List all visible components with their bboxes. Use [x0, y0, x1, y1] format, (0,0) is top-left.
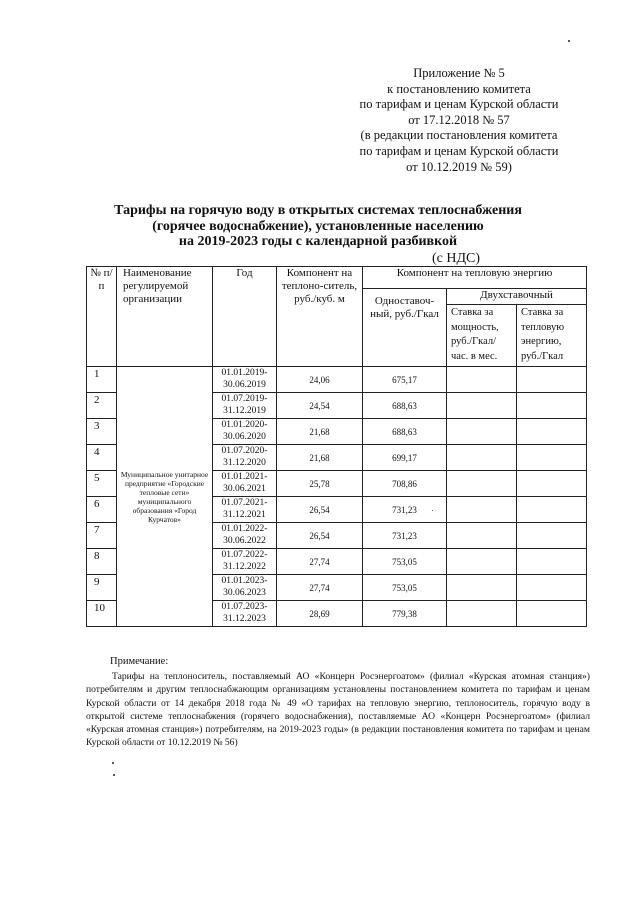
energy-value: 688,63 [363, 419, 447, 445]
energy-rate-value [517, 523, 587, 549]
table-row [87, 367, 587, 393]
capacity-rate-value [447, 601, 517, 627]
row-number: 7 [87, 523, 117, 549]
coolant-value: 25,78 [277, 471, 363, 497]
period-from: 01.07.2023- [221, 602, 268, 612]
energy-rate-value [517, 393, 587, 419]
scan-speck [112, 762, 114, 764]
row-number: 6 [87, 497, 117, 523]
appendix-line: по тарифам и ценам Курской области [359, 97, 559, 112]
period-to: 31.12.2023 [223, 613, 266, 624]
period-cell [213, 419, 277, 445]
header-year: Год [213, 267, 277, 367]
coolant-value: 24,54 [277, 393, 363, 419]
row-number: 2 [87, 393, 117, 419]
capacity-rate-value [447, 549, 517, 575]
row-number: 9 [87, 575, 117, 601]
period-from: 01.01.2023- [221, 576, 268, 586]
period-from: 01.07.2019- [221, 394, 268, 404]
energy-rate-value [517, 367, 587, 393]
header-energy-component: Компонент на тепловую энергию [363, 267, 587, 289]
title-line: (горячее водоснабжение), установленные населению [152, 218, 484, 234]
period-cell [213, 601, 277, 627]
row-number: 8 [87, 549, 117, 575]
period-from: 01.01.2019- [221, 368, 268, 378]
document-title [98, 203, 538, 250]
energy-value: 688,63 [363, 393, 447, 419]
appendix-line: Приложение № 5 [413, 66, 505, 80]
tariff-table [86, 266, 587, 627]
period-to: 30.06.2019 [223, 379, 266, 390]
period-cell [213, 471, 277, 497]
row-number: 10 [87, 601, 117, 627]
energy-value: 675,17 [363, 367, 447, 393]
capacity-rate-value [447, 367, 517, 393]
coolant-value: 21,68 [277, 419, 363, 445]
period-from: 01.07.2021- [221, 498, 268, 508]
capacity-rate-value [447, 419, 517, 445]
energy-value: 731,23 [363, 497, 447, 523]
period-to: 31.12.2021 [223, 509, 266, 520]
energy-value: 753,05 [363, 549, 447, 575]
title-line: на 2019-2023 годы с календарной разбивкой [178, 234, 458, 249]
coolant-value: 26,54 [277, 497, 363, 523]
scan-speck [113, 774, 115, 776]
period-to: 30.06.2023 [223, 587, 266, 598]
row-number: 4 [87, 445, 117, 471]
appendix-line: (в редакции постановления комитета [360, 128, 558, 143]
organization-name: Муниципальное унитарное предприятие «Городские тепловые сети» муниципального образования «Город Курчатов» [117, 367, 213, 627]
appendix-reference [340, 66, 578, 175]
header-energy-rate: Ставка за тепловую энергию, руб./Гкал [517, 305, 587, 367]
capacity-rate-value [447, 497, 517, 523]
energy-value: 779,38 [363, 601, 447, 627]
header-capacity-rate: Ставка за мощность, руб./Гкал/час. в мес. [447, 305, 517, 367]
period-from: 01.07.2022- [221, 550, 268, 560]
coolant-value: 27,74 [277, 549, 363, 575]
period-cell [213, 393, 277, 419]
row-number: 3 [87, 419, 117, 445]
energy-rate-value [517, 497, 587, 523]
note-heading: Примечание: [110, 656, 169, 667]
period-to: 31.12.2020 [223, 457, 266, 468]
header-coolant-component: Компонент на теплоно-ситель, руб./куб. м [277, 267, 363, 367]
capacity-rate-value [447, 575, 517, 601]
energy-value: 708,86 [363, 471, 447, 497]
energy-value: 753,05 [363, 575, 447, 601]
header-organization: Наименование регулируемой организации [117, 267, 213, 367]
energy-rate-value [517, 471, 587, 497]
capacity-rate-value [447, 471, 517, 497]
header-single-rate: Одноставоч-ный, руб./Гкал [363, 289, 447, 367]
period-cell [213, 367, 277, 393]
period-from: 01.01.2022- [221, 524, 268, 534]
energy-value: 731,23 [363, 523, 447, 549]
coolant-value: 28,69 [277, 601, 363, 627]
appendix-line: от 17.12.2018 № 57 [408, 112, 510, 127]
energy-rate-value [517, 419, 587, 445]
period-cell [213, 445, 277, 471]
period-to: 31.12.2022 [223, 561, 266, 572]
period-to: 31.12.2019 [223, 405, 266, 416]
appendix-line: по тарифам и ценам Курской области [359, 143, 559, 158]
header-two-rate: Двухставочный [447, 289, 587, 305]
capacity-rate-value [447, 445, 517, 471]
energy-rate-value [517, 601, 587, 627]
scan-speck [568, 40, 570, 42]
row-number: 1 [87, 367, 117, 393]
period-cell [213, 575, 277, 601]
appendix-line: к постановлению комитета [387, 81, 531, 96]
note-text: Тарифы на теплоноситель, поставляемый АО «Концерн Росэнергоатом» (филиал «Курская атомная станция») потребителям и другим теплоснабжающим организациям установлены постановлением комитета по тарифам и ценам Курской области от 14 декабря 2018 года № 49 «О тарифах на тепловую энергию, теплоноситель, горячую воду в открытой системе теплоснабжения (горячего водоснабжения), поставляемые АО «Концерн Росэнергоатом» (филиал «Курская атомная станция») потребителям, на 2019-2023 годы» (в редакции постановления комитета по тарифам и ценам Курской области от 10.12.2019 № 56) [86, 671, 590, 749]
capacity-rate-value [447, 393, 517, 419]
scan-speck [432, 510, 433, 511]
energy-rate-value [517, 575, 587, 601]
period-from: 01.01.2020- [221, 420, 268, 430]
coolant-value: 26,54 [277, 523, 363, 549]
period-to: 30.06.2021 [223, 483, 266, 494]
appendix-line: от 10.12.2019 № 59) [406, 159, 512, 174]
row-number: 5 [87, 471, 117, 497]
period-cell [213, 549, 277, 575]
capacity-rate-value [447, 523, 517, 549]
coolant-value: 24,06 [277, 367, 363, 393]
period-cell [213, 523, 277, 549]
energy-rate-value [517, 549, 587, 575]
energy-rate-value [517, 445, 587, 471]
period-from: 01.01.2021- [221, 472, 268, 482]
period-to: 30.06.2020 [223, 431, 266, 442]
energy-value: 699,17 [363, 445, 447, 471]
coolant-value: 27,74 [277, 575, 363, 601]
title-line: Тарифы на горячую воду в открытых системах теплоснабжения [114, 203, 522, 218]
period-from: 01.07.2020- [221, 446, 268, 456]
vat-note: (с НДС) [432, 251, 481, 266]
period-cell [213, 497, 277, 523]
header-num: № п/п [87, 267, 117, 367]
coolant-value: 21,68 [277, 445, 363, 471]
period-to: 30.06.2022 [223, 535, 266, 546]
